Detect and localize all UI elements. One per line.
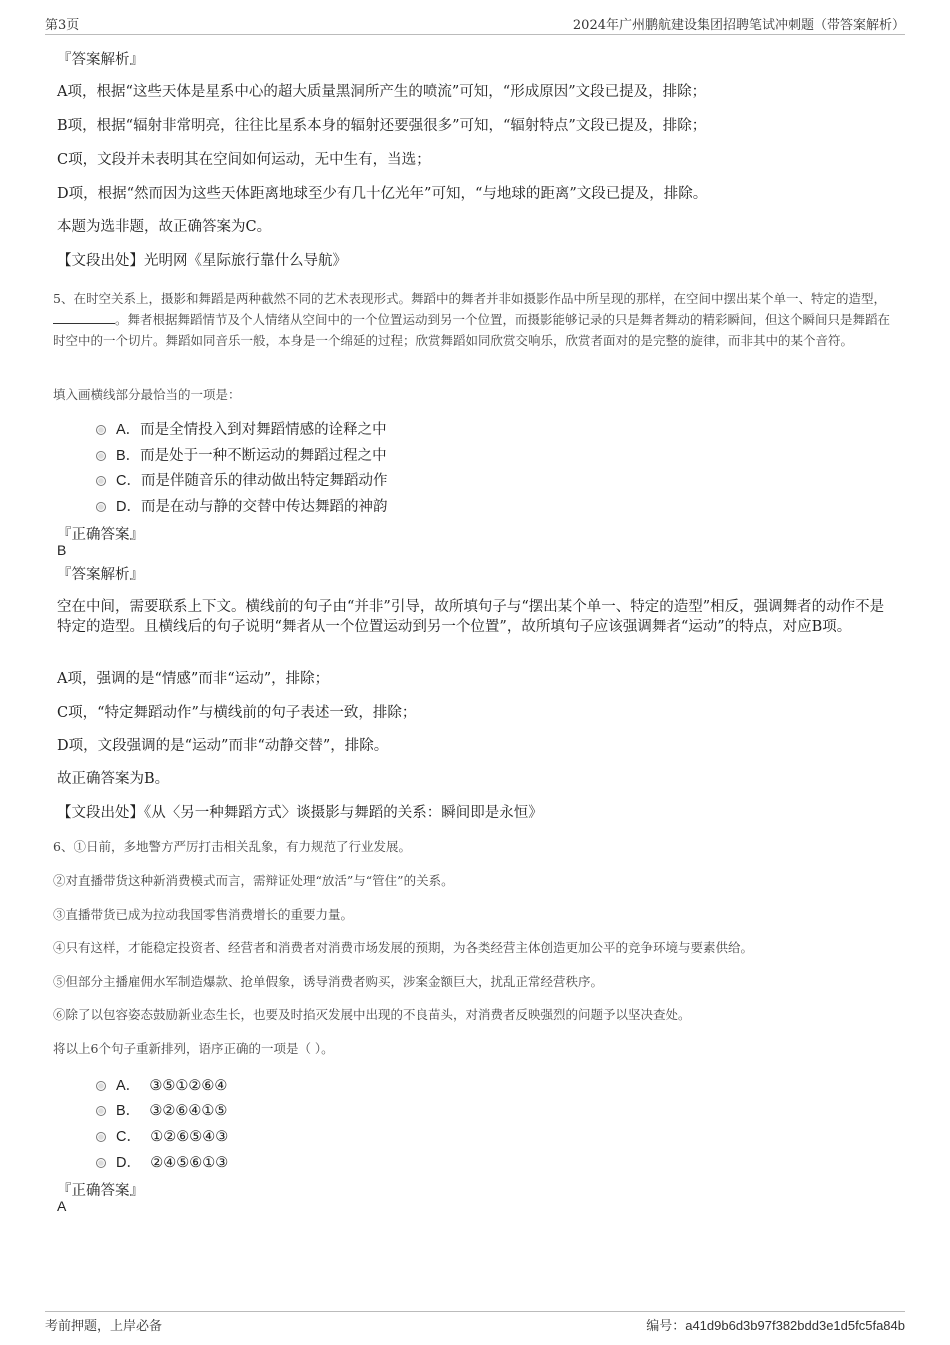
question-5-prompt: 填入画横线部分最恰当的一项是： <box>53 387 241 402</box>
correct-answer-heading: 『正确答案』 <box>57 527 144 543</box>
correct-answer: B <box>57 542 67 558</box>
question-5-stem <box>53 288 898 351</box>
option-d[interactable]: D．而是在动与静的交替中传达舞蹈的神韵 <box>96 495 387 516</box>
page-header <box>45 14 905 35</box>
question-6-sentence-1: 6、①日前，多地警方严厉打击相关乱象，有力规范了行业发展。 <box>53 839 411 854</box>
radio-icon[interactable] <box>96 1106 106 1116</box>
analysis-line-b: B项，根据“辐射非常明亮，往往比星系本身的辐射还要强很多”可知，“辐射特点”文段已提及，排除； <box>57 118 707 134</box>
correct-answer: A <box>57 1198 67 1214</box>
document-code <box>646 1315 905 1334</box>
question-5-stem-part2: 。舞者根据舞蹈情节及个人情绪从空间中的一个位置运动到另一个位置，而摄影能够记录的只是舞者舞动的精彩瞬间，但这个瞬间只是舞蹈在时空中的一个切片。舞蹈如同音乐一般，本身是一个绵延的过程；欣赏舞蹈如同欣赏交响乐，欣赏者面对的是完整的旋律，而非其中的某个音符。 <box>53 312 891 348</box>
code-label: 编号： <box>646 1319 686 1334</box>
analysis-line-c: C项，文段并未表明其在空间如何运动，无中生有，当选； <box>57 152 431 168</box>
analysis-line-d: D项，根据“然而因为这些天体距离地球至少有几十亿光年”可知，“与地球的距离”文段已提及，排除。 <box>57 186 708 202</box>
option-c[interactable]: C． ①②⑥⑤④③ <box>96 1125 228 1146</box>
option-b[interactable]: B． ③②⑥④①⑤ <box>96 1099 227 1120</box>
page-number: 第3页 <box>45 18 80 33</box>
footer-slogan: 考前押题，上岸必备 <box>45 1319 163 1334</box>
source-citation: 【文段出处】光明网《星际旅行靠什么导航》 <box>57 253 347 269</box>
page-footer <box>45 1311 905 1336</box>
radio-icon[interactable] <box>96 451 106 461</box>
analysis-heading: 『答案解析』 <box>57 52 144 68</box>
radio-icon[interactable] <box>96 1132 106 1142</box>
question-6-sentence-3: ③直播带货已成为拉动我国零售消费增长的重要力量。 <box>53 907 354 922</box>
question-6-sentence-4: ④只有这样，才能稳定投资者、经营者和消费者对消费市场发展的预期，为各类经营主体创造更加公平的竞争环境与要素供给。 <box>53 940 754 955</box>
option-a[interactable]: A． ③⑤①②⑥④ <box>96 1074 227 1095</box>
document-title: 2024年广州鹏航建设集团招聘笔试冲刺题（带答案解析） <box>572 18 905 33</box>
radio-icon[interactable] <box>96 1081 106 1091</box>
analysis-line-a: A项，强调的是“情感”而非“运动”，排除； <box>57 671 330 687</box>
analysis-main: 空在中间，需要联系上下文。横线前的句子由“并非”引导，故所填句子与“摆出某个单一、特定的造型”相反，强调舞者的动作不是特定的造型。且横线后的句子说明“舞者从一个位置运动到另一个位置”，故所填句子应该强调舞者“运动”的特点，对应B项。 <box>57 599 885 635</box>
analysis-heading: 『答案解析』 <box>57 567 144 583</box>
option-b[interactable]: B．而是处于一种不断运动的舞蹈过程之中 <box>96 444 387 465</box>
source-citation: 【文段出处】《从〈另一种舞蹈方式〉谈摄影与舞蹈的关系：瞬间即是永恒》 <box>57 805 543 821</box>
radio-icon[interactable] <box>96 1158 106 1168</box>
analysis-line-d: D项，文段强调的是“运动”而非“动静交替”，排除。 <box>57 738 389 754</box>
question-6-sentence-6: ⑥除了以包容姿态鼓励新业态生长，也要及时掐灭发展中出现的不良苗头，对消费者反映强烈的问题予以坚决查处。 <box>53 1007 691 1022</box>
radio-icon[interactable] <box>96 425 106 435</box>
analysis-conclusion: 本题为选非题，故正确答案为C。 <box>57 219 272 235</box>
code-value: a41d9b6d3b97f382bdd3e1d5fc5fa84b <box>685 1318 905 1333</box>
analysis-line-c: C项，“特定舞蹈动作”与横线前的句子表述一致，排除； <box>57 705 417 721</box>
question-6-sentence-5: ⑤但部分主播雇佣水军制造爆款、抢单假象，诱导消费者购买，涉案金额巨大，扰乱正常经营秩序。 <box>53 974 604 989</box>
option-a[interactable]: A．而是全情投入到对舞蹈情感的诠释之中 <box>96 418 387 439</box>
option-c[interactable]: C．而是伴随音乐的律动做出特定舞蹈动作 <box>96 469 387 490</box>
correct-answer-heading: 『正确答案』 <box>57 1183 144 1199</box>
analysis-line-a: A项，根据“这些天体是星系中心的超大质量黑洞所产生的喷流”可知，“形成原因”文段已提及，排除； <box>57 84 707 100</box>
radio-icon[interactable] <box>96 502 106 512</box>
option-d[interactable]: D． ②④⑤⑥①③ <box>96 1151 228 1172</box>
radio-icon[interactable] <box>96 476 106 486</box>
question-5-stem-part1: 5、在时空关系上，摄影和舞蹈是两种截然不同的艺术表现形式。舞蹈中的舞者并非如摄影作品中所呈现的那样，在空间中摆出某个单一、特定的造型， <box>53 291 886 306</box>
fill-in-blank <box>53 311 115 324</box>
question-6-prompt: 将以上6个句子重新排列，语序正确的一项是（ ）。 <box>53 1041 334 1056</box>
question-6-sentence-2: ②对直播带货这种新消费模式而言，需辩证处理“放活”与“管住”的关系。 <box>53 873 454 888</box>
analysis-conclusion: 故正确答案为B。 <box>57 771 170 787</box>
